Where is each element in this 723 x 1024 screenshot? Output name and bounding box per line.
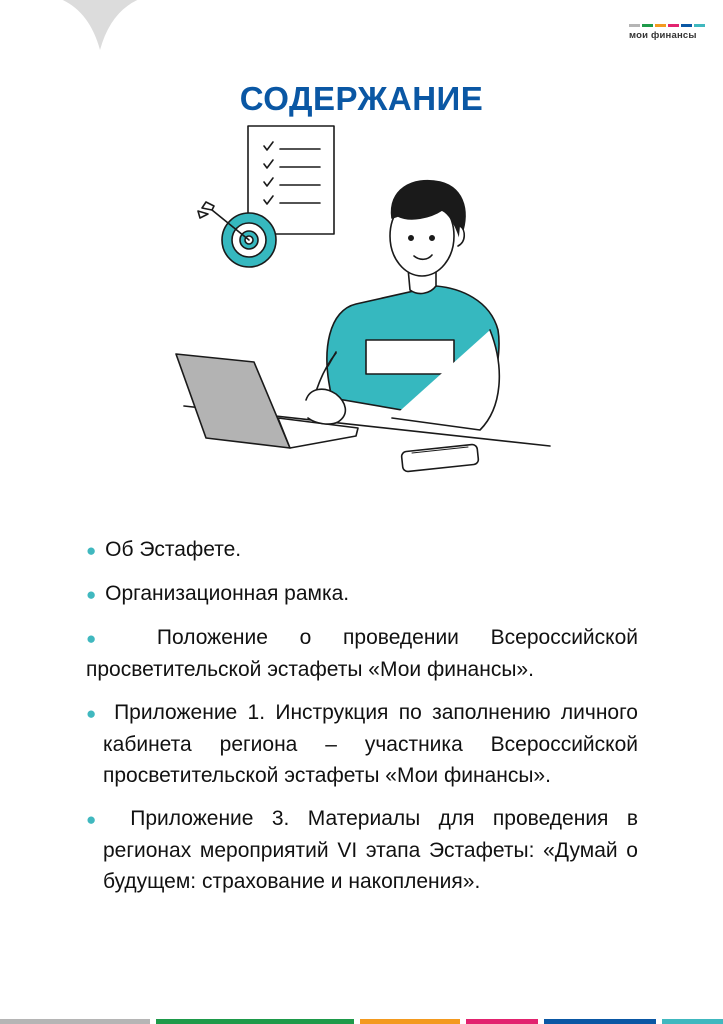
toc-item-text: Организационная рамка. bbox=[105, 582, 350, 605]
footer-bar bbox=[466, 1019, 538, 1024]
person-at-laptop-illustration bbox=[160, 118, 560, 483]
toc-item bbox=[86, 622, 638, 685]
logo-bar bbox=[655, 24, 666, 27]
corner-decoration bbox=[52, 0, 148, 50]
logo-bar bbox=[681, 24, 692, 27]
footer-bar bbox=[544, 1019, 656, 1024]
logo-color-bars bbox=[629, 24, 705, 27]
toc-item-text: Приложение 1. Инструкция по заполнению личного кабинета региона – участника Всероссийской просветительской эстафеты «Мои финансы». bbox=[103, 701, 638, 787]
logo-bar bbox=[629, 24, 640, 27]
logo-bar bbox=[668, 24, 679, 27]
bullet-icon: ● bbox=[86, 704, 101, 723]
bullet-icon: ● bbox=[86, 810, 109, 829]
logo-text: мои финансы bbox=[629, 30, 697, 41]
footer-bar bbox=[360, 1019, 460, 1024]
footer-bar bbox=[662, 1019, 723, 1024]
toc-item bbox=[86, 578, 638, 610]
brand-logo bbox=[629, 24, 705, 41]
toc-item bbox=[86, 697, 638, 791]
toc-item bbox=[86, 803, 638, 897]
toc-item-text: Положение о проведении Всероссийской просветительской эстафеты «Мои финансы». bbox=[86, 626, 638, 681]
bullet-icon: ● bbox=[86, 541, 97, 560]
toc-item-text: Приложение 3. Материалы для проведения в регионах мероприятий VI этапа Эстафеты: «Думай о будущем: страхование и накопления». bbox=[103, 807, 638, 893]
smartphone-icon bbox=[401, 444, 479, 472]
logo-bar bbox=[694, 24, 705, 27]
logo-bar bbox=[642, 24, 653, 27]
bullet-icon: ● bbox=[86, 585, 97, 604]
bullet-icon: ● bbox=[86, 629, 123, 648]
footer-bar bbox=[156, 1019, 354, 1024]
footer-bar bbox=[0, 1019, 150, 1024]
toc-item bbox=[86, 534, 638, 566]
toc-item-text: Об Эстафете. bbox=[105, 538, 242, 561]
table-of-contents bbox=[86, 534, 638, 909]
page-title: СОДЕРЖАНИЕ bbox=[239, 80, 484, 118]
footer-color-bars bbox=[0, 1019, 723, 1024]
